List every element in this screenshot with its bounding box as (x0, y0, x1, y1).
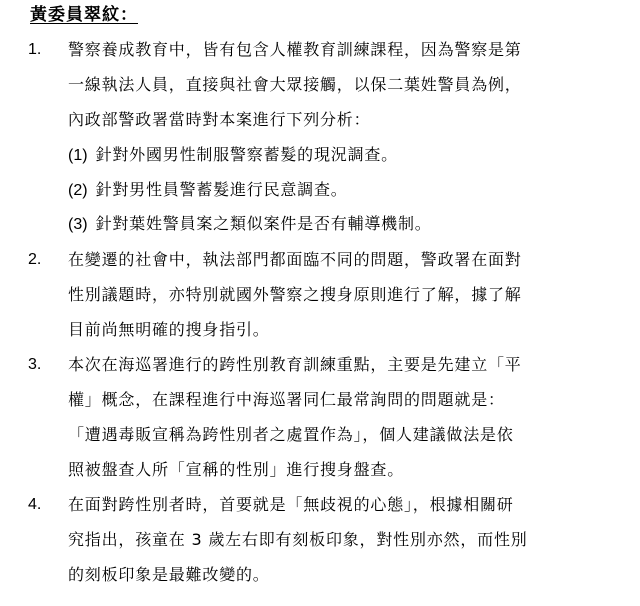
subitem (68, 180, 348, 201)
item-line: 權」概念，在課程進行中海巡署同仁最常詢問的問題就是： (68, 390, 505, 409)
item-number: 2. (28, 251, 42, 268)
item-line: 性別議題時，亦特別就國外警察之搜身原則進行了解，據了解 (68, 285, 522, 304)
item-line: 內政部警政署當時對本案進行下列分析： (68, 110, 371, 129)
item-number: 4. (28, 496, 42, 513)
subitem-text: 針對葉姓警員案之類似案件是否有輔導機制。 (95, 214, 432, 233)
item-line: 一線執法人員，直接與社會大眾接觸，以保二葉姓警員為例， (68, 75, 522, 94)
item-line: 警察養成教育中，皆有包含人權教育訓練課程，因為警察是第 (68, 40, 522, 59)
subitem-text: 針對男性員警蓄髮進行民意調查。 (95, 180, 348, 199)
item-number: 1. (28, 41, 42, 58)
subitem (68, 145, 398, 166)
item-line: 照被盤查人所「宣稱的性別」進行搜身盤查。 (68, 460, 405, 479)
item-line: 本次在海巡署進行的跨性別教育訓練重點，主要是先建立「平 (68, 355, 522, 374)
item-line: 目前尚無明確的搜身指引。 (68, 320, 270, 339)
item-line: 在變遷的社會中，執法部門都面臨不同的問題，警政署在面對 (68, 250, 522, 269)
subitem-number: (2) (68, 182, 88, 199)
item-line: 究指出，孩童在 3 歲左右即有刻板印象，對性別亦然，而性別 (68, 530, 528, 549)
item-number: 3. (28, 356, 42, 373)
item-line: 「遭遇毒販宣稱為跨性別者之處置作為」，個人建議做法是依 (68, 425, 514, 444)
subitem-number: (3) (68, 216, 88, 233)
item-line: 的刻板印象是最難改變的。 (68, 565, 270, 584)
speaker-heading: 黃委員翠紋： (30, 5, 138, 25)
item-line: 在面對跨性別者時，首要就是「無歧視的心態」，根據相關研 (68, 495, 514, 514)
subitem-number: (1) (68, 147, 88, 164)
subitem-text: 針對外國男性制服警察蓄髮的現況調查。 (95, 145, 398, 164)
subitem (68, 214, 432, 235)
